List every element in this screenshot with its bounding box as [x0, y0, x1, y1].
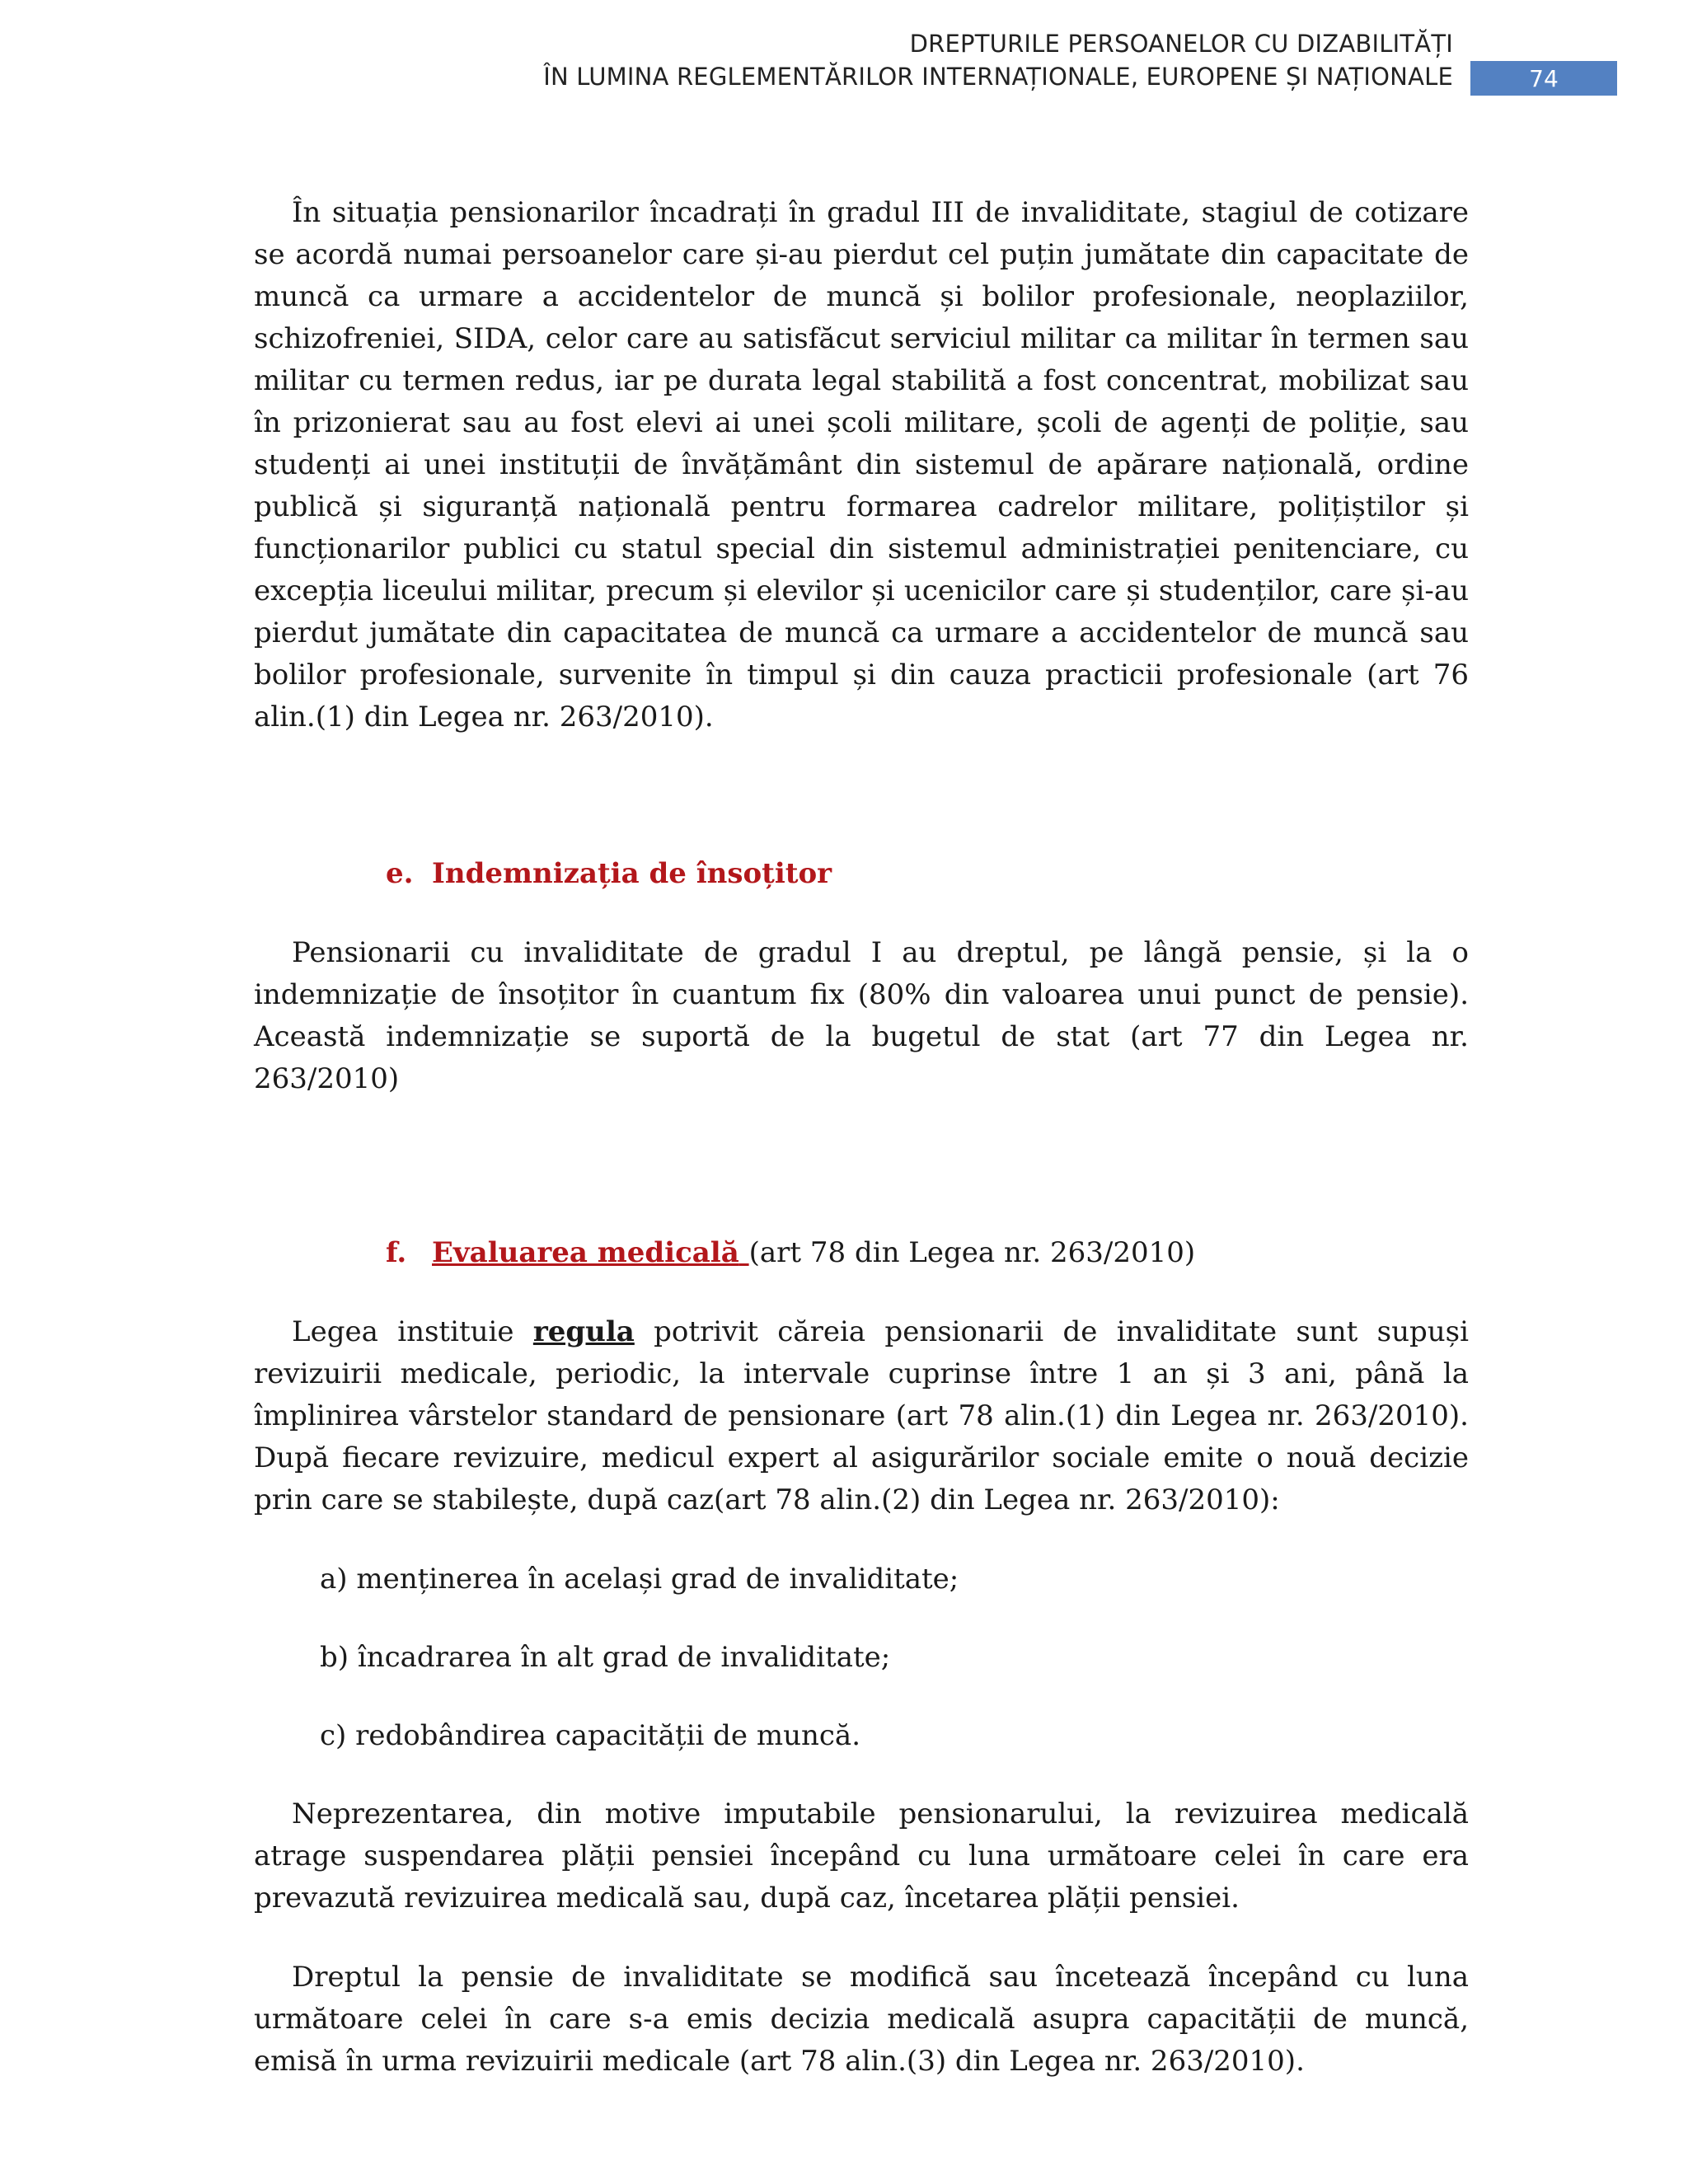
section-title-f: Evaluarea medicală: [432, 1236, 739, 1269]
list-item-a: a) menținerea în același grad de invaliditate;: [320, 1563, 959, 1596]
list-item-b: b) încadrarea în alt grad de invaliditate;: [320, 1641, 891, 1674]
section-heading-f: [254, 1232, 1469, 1274]
page-number-badge: 74: [1470, 61, 1617, 96]
list-item-c: c) redobândirea capacității de muncă.: [320, 1719, 861, 1752]
header-title-line2: ÎN LUMINA REGLEMENTĂRILOR INTERNAȚIONALE, EUROPENE ȘI NAȚIONALE: [543, 63, 1453, 91]
paragraph-non-attendance: Neprezentarea, din motive imputabile pensionarului, la revizuirea medicală atrage suspendarea plății pensiei începând cu luna următoare celei în care era prevazută revizuirea medicală sau, după caz, încetarea plății pensiei.: [254, 1797, 1469, 1915]
keyword-regula: regula: [532, 1315, 635, 1348]
paragraph-medical-review-rule: Legea instituie regula potrivit căreia pensionarii de invaliditate sunt supuși revizuirii medicale, periodic, la intervale cuprinse între 1 an și 3 ani, până la împlinirea vârstelor standard de pensionare (art 78 alin.(1) din Legea nr. 263/2010). După fiecare revizuire, medicul expert al asigurărilor sociale emite o nouă decizie prin care se stabilește, după caz(art 78 alin.(2) din Legea nr. 263/2010):: [254, 1315, 1469, 1516]
section-reference-f: (art 78 din Legea nr. 263/2010): [748, 1236, 1196, 1269]
document-body: [254, 192, 1469, 2083]
header-title-line1: DREPTURILE PERSOANELOR CU DIZABILITĂȚI: [909, 30, 1453, 58]
section-letter-e: e.: [386, 857, 414, 890]
paragraph-companion-allowance: Pensionarii cu invaliditate de gradul I au dreptul, pe lângă pensie, și la o indemnizație de însoțitor în cuantum fix (80% din valoarea unui punct de pensie). Această indemnizație se suportă de la bugetul de stat (art 77 din Legea nr. 263/2010): [254, 936, 1469, 1095]
section-letter-f: f.: [386, 1236, 407, 1269]
section-title-e: Indemnizația de însoțitor: [432, 857, 832, 890]
section-heading-e: [254, 853, 1469, 895]
paragraph-pensioners-grade-iii: În situația pensionarilor încadrați în gradul III de invaliditate, stagiul de cotizare se acordă numai persoanelor care și-au pierdut cel puțin jumătate din capacitate de muncă ca urmare a accidentelor de muncă și bolilor profesionale, neoplaziilor, schizofreniei, SIDA, celor care au satisfăcut serviciul militar ca militar în termen sau militar cu termen redus, iar pe durata legal stabilită a fost concentrat, mobilizat sau în prizonierat sau au fost elevi ai unei școli militare, școli de agenți de poliție, sau studenți ai unei instituții de învățământ din sistemul de apărare națională, ordine publică și siguranță națională pentru formarea cadrelor militare, polițiștilor și funcționarilor publici cu statul special din sistemul administrației penitenciare, cu excepția liceului militar, precum și elevilor și ucenicilor care și studenților, care și-au pierdut jumătate din capacitatea de muncă ca urmare a accidentelor de muncă sau bolilor profesionale, survenite în timpul și din cauza practicii profesionale (art 76 alin.(1) din Legea nr. 263/2010).: [254, 196, 1469, 733]
paragraph-pension-right-change: Dreptul la pensie de invaliditate se modifică sau încetează începând cu luna următoare celei în care s-a emis decizia medicală asupra capacității de muncă, emisă în urma revizuirii medicale (art 78 alin.(3) din Legea nr. 263/2010).: [254, 1961, 1469, 2078]
